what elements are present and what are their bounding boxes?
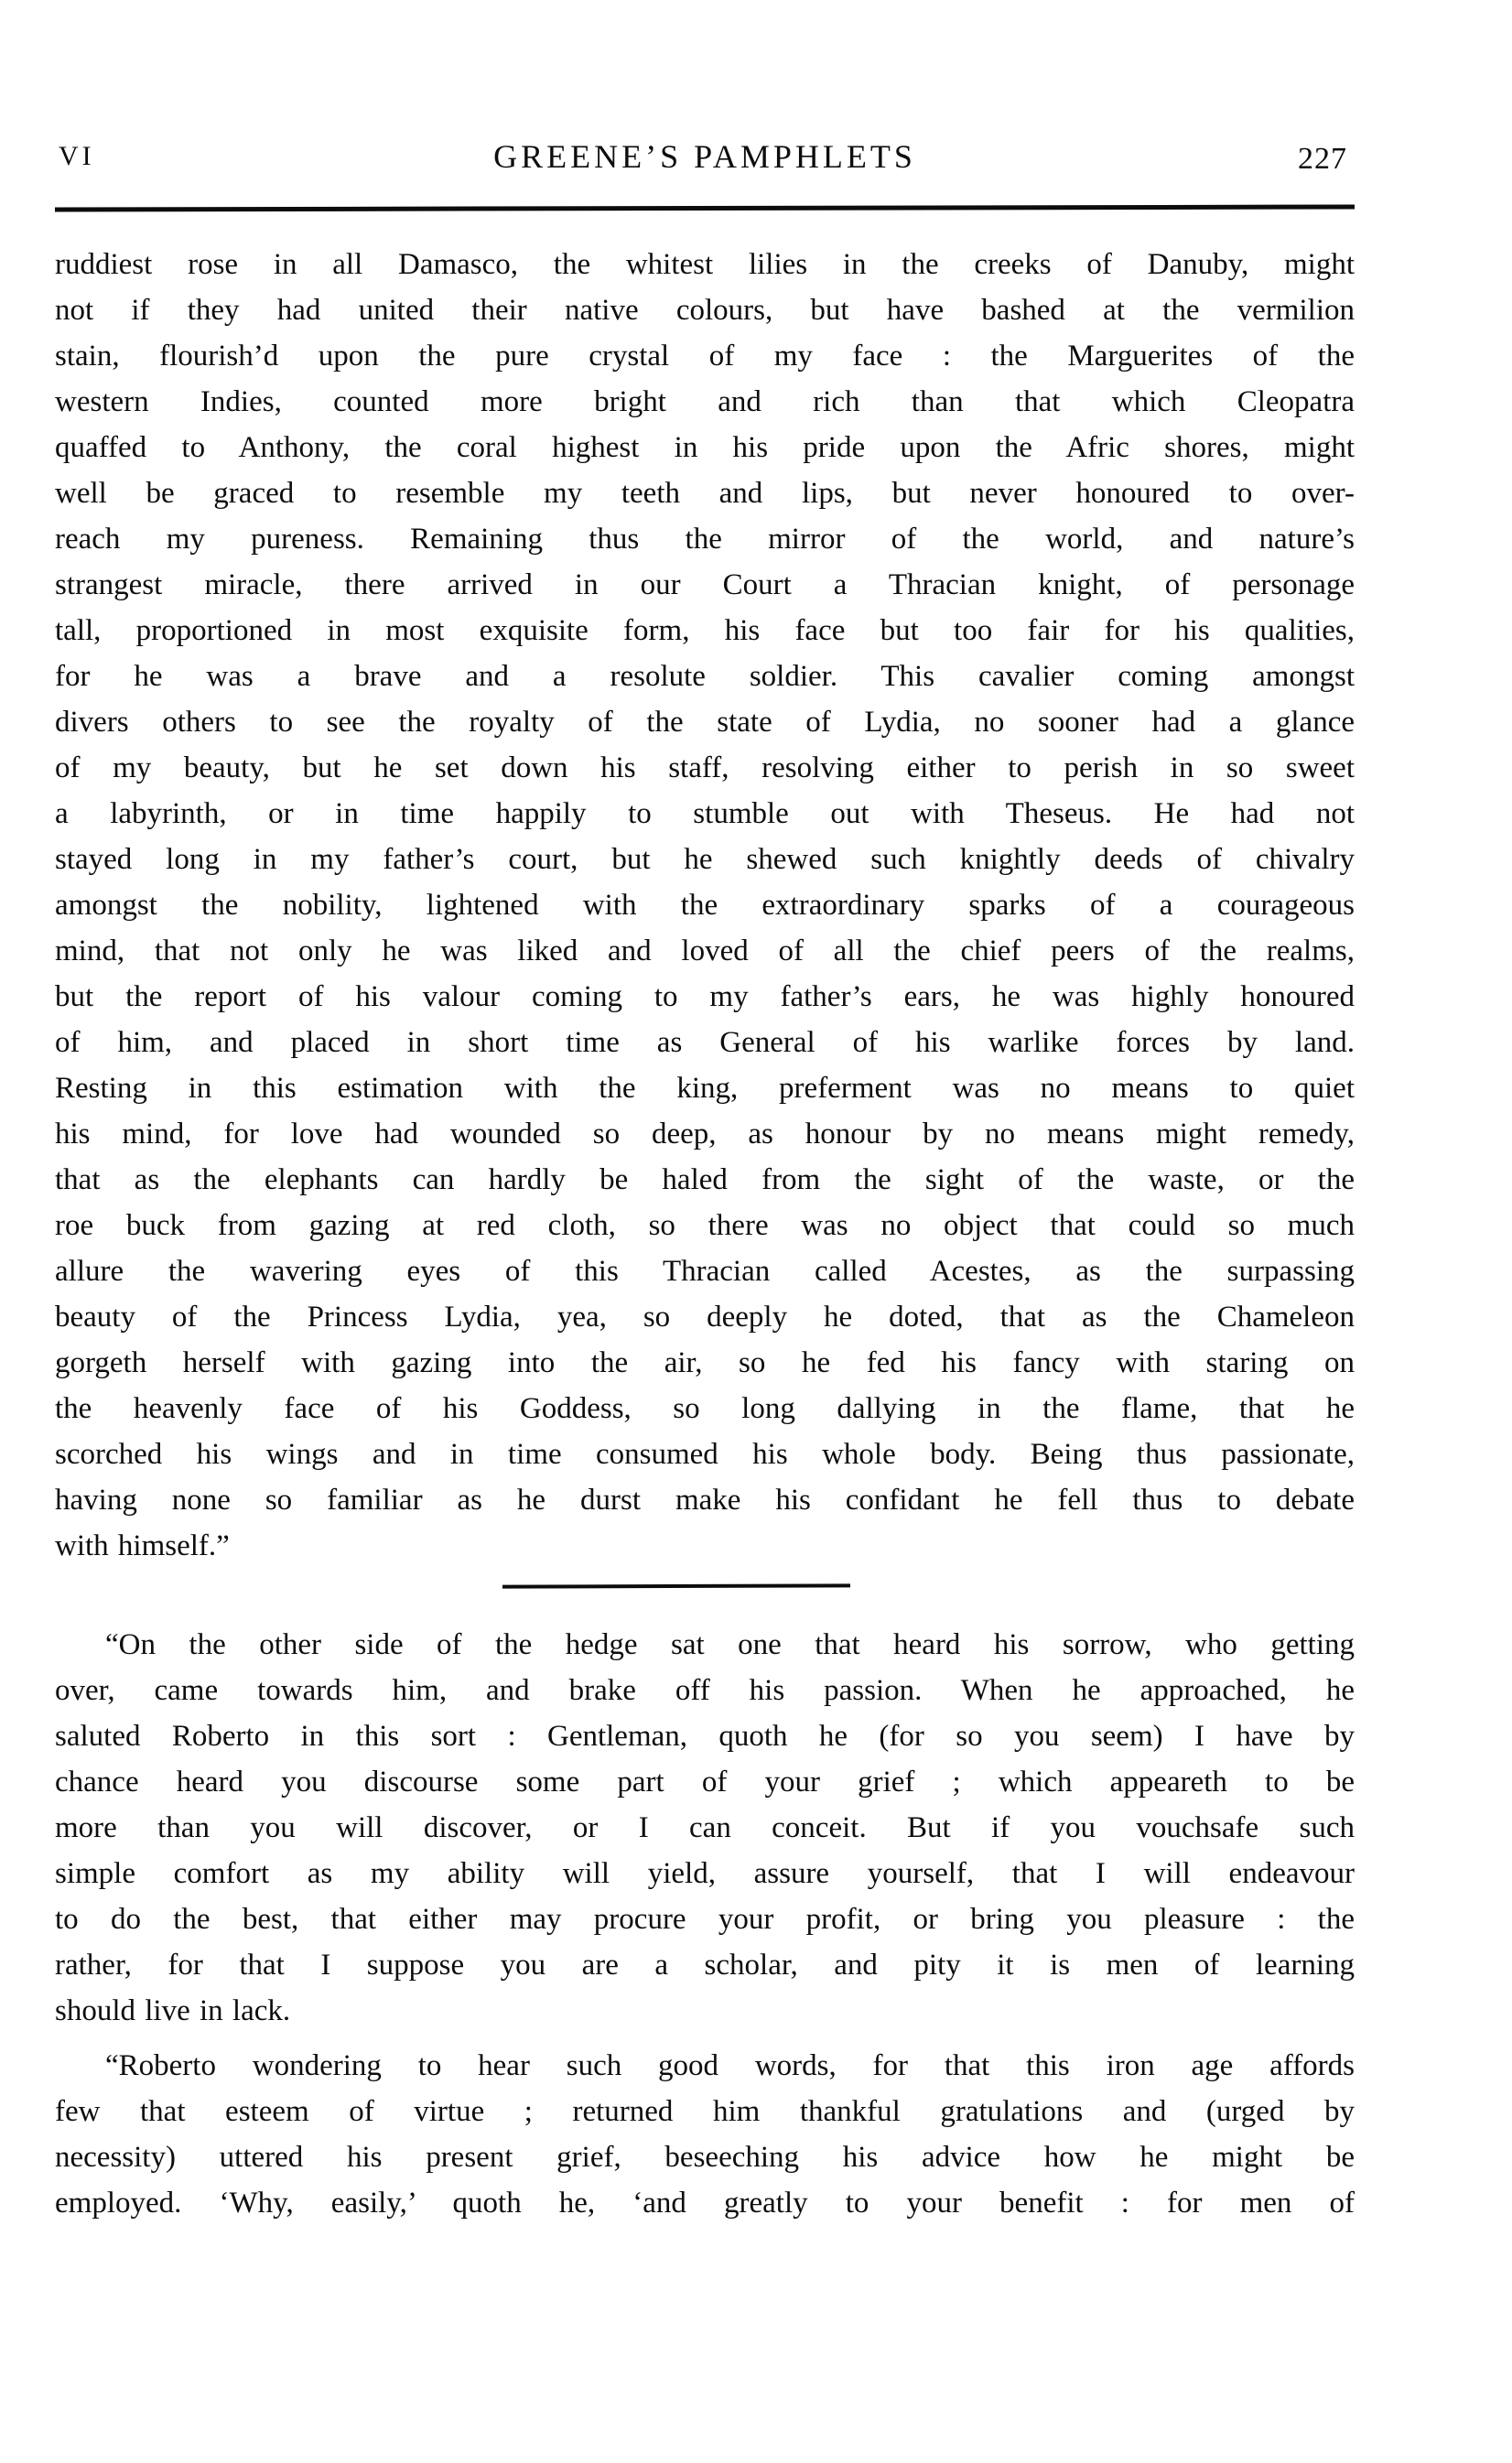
text-block (55, 137, 1355, 2226)
text-line: over, came towards him, and brake off his passion. When he approached, he (55, 1674, 1355, 1707)
page-title: GREENE’S PAMPHLETS (493, 138, 916, 175)
text-line: that as the elephants can hardly be haled from the sight of the waste, or the (55, 1163, 1355, 1196)
text-line: of my beauty, but he set down his staff, resolving either to perish in so sweet (55, 751, 1355, 784)
text-line: the heavenly face of his Goddess, so long dallying in the flame, that he (55, 1392, 1355, 1425)
paragraph (55, 1622, 1355, 2034)
paragraph (55, 242, 1355, 1569)
text-line: should live in lack. (55, 1994, 291, 2027)
text-line: well be graced to resemble my teeth and lips, but never honoured to over- (55, 477, 1355, 510)
text-line: scorched his wings and in time consumed his whole body. Being thus passionate, (55, 1438, 1355, 1471)
text-line: roe buck from gazing at red cloth, so there was no object that could so much (55, 1209, 1355, 1242)
text-line: but the report of his valour coming to my father’s ears, he was highly honoured (55, 980, 1355, 1013)
text-line: rather, for that I suppose you are a scholar, and pity it is men of learning (55, 1949, 1355, 1982)
body-text (55, 242, 1355, 2226)
text-line: few that esteem of virtue ; returned him thankful gratulations and (urged by (55, 2095, 1355, 2128)
text-line: divers others to see the royalty of the state of Lydia, no sooner had a glance (55, 706, 1355, 739)
text-line: stain, flourish’d upon the pure crystal of my face : the Marguerites of the (55, 340, 1355, 373)
text-line: his mind, for love had wounded so deep, as honour by no means might remedy, (55, 1118, 1355, 1150)
text-line: chance heard you discourse some part of your grief ; which appeareth to be (55, 1766, 1355, 1799)
text-line: beauty of the Princess Lydia, yea, so deeply he doted, that as the Chameleon (55, 1301, 1355, 1334)
text-line: allure the wavering eyes of this Thracian called Acestes, as the surpassing (55, 1255, 1355, 1288)
text-line: gorgeth herself with gazing into the air, so he fed his fancy with staring on (55, 1346, 1355, 1379)
text-line: stayed long in my father’s court, but he shewed such knightly deeds of chivalry (55, 843, 1355, 876)
text-line: western Indies, counted more bright and rich than that which Cleopatra (55, 385, 1355, 418)
text-line: amongst the nobility, lightened with the extraordinary sparks of a courageous (55, 889, 1355, 922)
text-line: for he was a brave and a resolute soldier. This cavalier coming amongst (55, 660, 1355, 693)
text-line: not if they had united their native colours, but have bashed at the vermilion (55, 294, 1355, 327)
running-head (55, 137, 1355, 176)
text-line: more than you will discover, or I can conceit. But if you vouchsafe such (55, 1811, 1355, 1844)
text-line: tall, proportioned in most exquisite form, his face but too fair for his qualities, (55, 614, 1355, 647)
text-line: simple comfort as my ability will yield, assure yourself, that I will endeavour (55, 1857, 1355, 1890)
text-line: reach my pureness. Remaining thus the mirror of the world, and nature’s (55, 523, 1355, 556)
text-line: employed. ‘Why, easily,’ quoth he, ‘and greatly to your benefit : for men of (55, 2187, 1355, 2220)
text-line: Resting in this estimation with the king, preferment was no means to quiet (55, 1072, 1355, 1105)
paragraph (55, 2043, 1355, 2226)
text-line: quaffed to Anthony, the coral highest in his pride upon the Afric shores, might (55, 431, 1355, 464)
volume-numeral: VI (59, 141, 95, 171)
page-number: 227 (1298, 142, 1347, 176)
text-line: saluted Roberto in this sort : Gentleman, quoth he (for so you seem) I have by (55, 1720, 1355, 1753)
text-line: of him, and placed in short time as General of his warlike forces by land. (55, 1026, 1355, 1059)
text-line: strangest miracle, there arrived in our Court a Thracian knight, of personage (55, 568, 1355, 601)
text-line: necessity) uttered his present grief, beseeching his advice how he might be (55, 2141, 1355, 2174)
text-line: to do the best, that either may procure your profit, or bring you pleasure : the (55, 1903, 1355, 1936)
text-line: “Roberto wondering to hear such good words, for that this iron age affords (105, 2049, 1355, 2082)
text-line: ruddiest rose in all Damasco, the whitest lilies in the creeks of Danuby, might (55, 248, 1355, 281)
text-line: “On the other side of the hedge sat one that heard his sorrow, who getting (105, 1628, 1355, 1661)
header-rule (55, 205, 1355, 212)
text-line: mind, that not only he was liked and loved of all the chief peers of the realms, (55, 934, 1355, 967)
text-line: a labyrinth, or in time happily to stumble out with Theseus. He had not (55, 797, 1355, 830)
text-line: with himself.” (55, 1529, 230, 1562)
text-line: having none so familiar as he durst make his confidant he fell thus to debate (55, 1484, 1355, 1517)
